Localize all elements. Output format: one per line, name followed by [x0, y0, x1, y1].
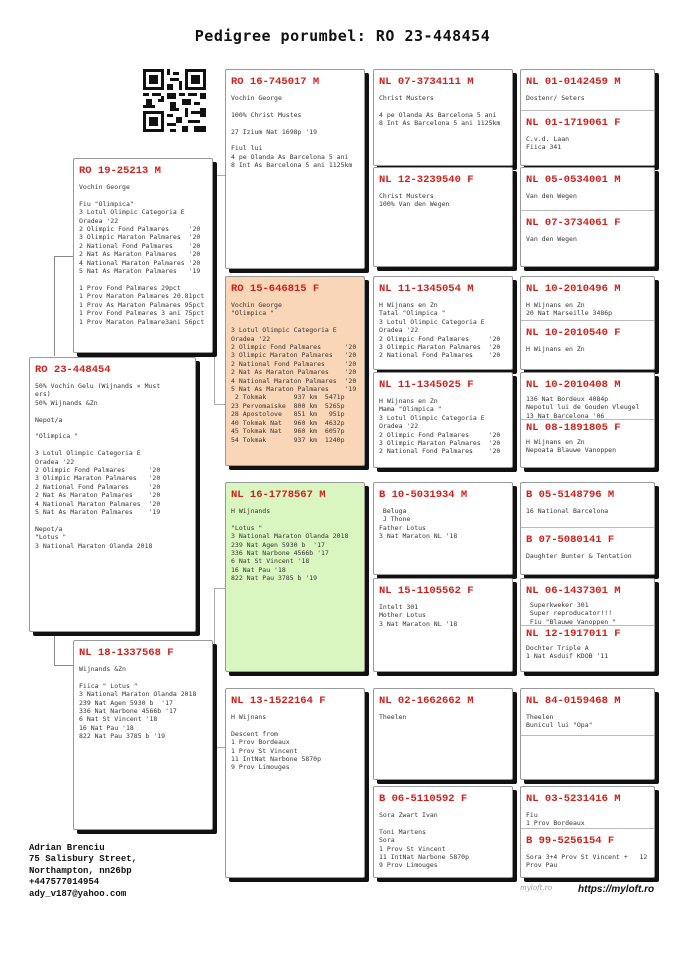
pigeon-details: 136 Nat Bordeux 4084p Nepotul lui de Gouden Vleugel 13 Nat Barcelona '06	[526, 395, 640, 420]
gen3-card[interactable]	[373, 372, 513, 468]
ring-number: B 99-5256154 F	[526, 835, 615, 847]
page-title: Pedigree porumbel: RO 23-448454	[194, 27, 491, 45]
ring-number: NL 18-1337568 F	[79, 647, 174, 659]
pigeon-details: Superkweker 301 Super reproducator!!! Fiu "Blauwe Vanoppen "	[529, 601, 617, 626]
owner-street: 75 Salisbury Street,	[29, 854, 138, 865]
pigeon-details: Beluga J Thone Father Lotus 3 Nat Maraton NL '18	[379, 507, 458, 541]
gen3-card[interactable]	[373, 167, 513, 267]
ring-number: B 05-5148796 M	[526, 489, 615, 501]
gen4-sire	[521, 373, 654, 420]
gen4-sire	[521, 787, 654, 828]
ring-number: NL 05-0534001 M	[526, 174, 621, 186]
ring-number: NL 07-3734111 M	[379, 76, 474, 88]
pigeon-details: Sora 3+4 Prov St Vincent + 12 Prov Pau	[526, 853, 648, 870]
gen4-sire	[521, 689, 654, 730]
ring-number: NL 12-1917011 F	[526, 628, 621, 640]
grandsire-maternal-card[interactable]	[225, 482, 365, 672]
ring-number: NL 10-2010540 F	[526, 327, 621, 339]
pigeon-details: Van den Wegen	[526, 235, 577, 243]
ring-number: NL 10-2010496 M	[526, 283, 621, 295]
gen4-pair-card[interactable]	[520, 167, 655, 267]
gen3-card[interactable]	[373, 482, 513, 575]
ring-number: NL 84-0159468 M	[526, 695, 621, 707]
pigeon-details: Intelt 301 Mother Lotus 3 Nat Maraton NL '18	[379, 603, 458, 628]
pigeon-details: H Wijnans en Zn Tatal "Olimpica " 3 Lotul Olimpic Categoria E Oradea '22 2 Olimpic Fond Palmares '20 3 Olimpic Maraton Palmares '20 2 National Fond Palmares '20	[379, 301, 501, 360]
ring-number: NL 10-2010408 M	[526, 379, 621, 391]
ring-number: NL 03-5231416 M	[526, 793, 621, 805]
ring-number: NL 01-1719061 F	[526, 117, 621, 129]
gen3-card[interactable]	[373, 786, 513, 878]
pigeon-details: Vochin George 100% Christ Mustes 27 Izium Nat 1698p '19 Fiul lui 4 pe Olanda As Barcelona 5 ani 8 Int As Barcelona 5 ani 1125km	[231, 94, 353, 170]
gen4-dam	[521, 211, 654, 243]
owner-email[interactable]: ady_v187@yahoo.com	[29, 888, 127, 899]
owner-contact	[29, 843, 137, 900]
gen4-dam	[521, 111, 654, 152]
gen3-card[interactable]	[373, 578, 513, 672]
pigeon-details: H Wijnans en Zn	[526, 345, 585, 353]
gen4-dam	[521, 829, 654, 870]
ring-number: RO 16-745017 M	[231, 76, 320, 88]
granddam-paternal-card[interactable]	[225, 276, 365, 466]
ring-number: NL 15-1105562 F	[379, 585, 474, 597]
owner-name: Adrian Brenciu	[29, 843, 105, 853]
divider	[521, 735, 654, 736]
ring-number: NL 06-1437301 M	[526, 585, 621, 597]
gen4-dam	[521, 528, 654, 560]
pigeon-details: Van den Wegen	[526, 192, 577, 200]
ring-number: B 07-5080141 F	[526, 534, 615, 546]
owner-city: Northampton, nn26bp	[29, 865, 132, 876]
ring-number: B 10-5031934 M	[379, 489, 468, 501]
pigeon-details: H Wijnands "Lotus " 3 National Maraton Olanda 2018 239 Nat Agen 5930 b '17 336 Nat Narbone 4566b '17 6 Nat St Vincent '18 16 Nat Pau '18 822 Nat Pau 3785 b '19	[231, 507, 349, 583]
gen4-sire	[521, 70, 654, 102]
gen4-pair-card[interactable]	[520, 688, 655, 780]
ring-number: NL 12-3239540 F	[379, 174, 474, 186]
gen4-pair-card[interactable]	[520, 786, 655, 878]
gen4-sire	[521, 168, 654, 200]
gen3-card[interactable]	[373, 69, 513, 166]
pigeon-details: Dochter Triple A 1 Nat Asduif KDOB '11	[526, 644, 609, 661]
pigeon-details: Fiu 1 Prov Bordeaux	[526, 811, 585, 828]
gen4-dam	[521, 626, 654, 661]
qr-code-icon	[143, 69, 206, 132]
owner-phone: +447577014954	[29, 877, 100, 888]
ring-number: NL 08-1891805 F	[526, 422, 621, 434]
pigeon-details: Wijnands &Zn Fiica " Lotus " 3 National Maraton Olanda 2018 239 Nat Agen 5930 b '17 336 Nat Narbone 4566b '17 6 Nat St Vincent '18 16 Nat Pau '18 822 Nat Pau 3785 b '19	[79, 665, 197, 741]
ring-number: NL 07-3734061 F	[526, 217, 621, 229]
dam-card[interactable]	[73, 640, 213, 830]
ring-number: NL 11-1345025 F	[379, 379, 474, 391]
sire-card[interactable]	[73, 158, 213, 353]
pigeon-details: Christ Musters 4 pe Olanda As Barcelona 5 ani 8 Int As Barcelona 5 ani 1125km	[379, 94, 501, 128]
gen3-card[interactable]	[373, 688, 513, 780]
gen4-dam	[521, 321, 654, 353]
ring-number: RO 15-646815 F	[231, 283, 320, 295]
gen4-pair-card[interactable]	[520, 69, 655, 166]
pigeon-details: Sora Zwart Ivan Toni Martens Sora 1 Prov St Vincent 11 IntNat Narbone 5870p 9 Prov Limouges	[379, 811, 470, 870]
granddam-maternal-card[interactable]	[225, 688, 365, 878]
pigeon-details: H Wijnans en Zn Mama "Olimpica " 3 Lotul Olimpic Categoria E Oradea '22 2 Olimpic Fond Palmares '20 3 Olimpic Maraton Palmares '20 2 National Fond Palmares '20	[379, 397, 501, 456]
pigeon-details: Daughter Bunter & Tentation	[526, 552, 632, 560]
pigeon-details: Dostenr/ Seters	[526, 94, 585, 102]
ring-number: NL 13-1522164 F	[231, 695, 326, 707]
pigeon-details: Vochin George "Olimpica " 3 Lotul Olimpic Categoria E Oradea '22 2 Olimpic Fond Palmares '20 3 Olimpic Maraton Palmares '20 2 National Fond Palmares '20 2 Nat As Maraton Palmares '20 4 National Maraton Palmares '20 5 Nat As Maraton Palmares '19 2 Tokmak 937 km 5471p 23 Pervomaiske 800 km 5265p 28 Apostolove 851 km 951p 40 Tokmak Nat 960 km 4632p 45 Tokmak Nat 960 km 6057p 54 Tokmak 937 km 1240p	[231, 301, 357, 444]
connector-line	[54, 256, 74, 356]
ring-number: NL 16-1778567 M	[231, 489, 326, 501]
grandsire-paternal-card[interactable]	[225, 69, 365, 269]
gen4-sire	[521, 277, 654, 318]
gen4-pair-card[interactable]	[520, 276, 655, 370]
pigeon-details: Theelen	[379, 713, 407, 721]
pigeon-details: Christ Musters 100% Van den Wegen	[379, 192, 450, 209]
subject-card[interactable]	[29, 357, 196, 632]
gen4-pair-card[interactable]	[520, 482, 655, 575]
pigeon-details: H Wijnans en Zn Nepoata Blauwe Vanoppen	[526, 438, 617, 455]
pigeon-details: 16 National Barcelona	[526, 507, 609, 515]
gen4-dam	[521, 420, 654, 455]
pigeon-details: C.v.d. Laan Fiica 341	[526, 135, 570, 152]
ring-number: NL 01-0142459 M	[526, 76, 621, 88]
gen4-sire	[521, 483, 654, 515]
ring-number: NL 11-1345054 M	[379, 283, 474, 295]
ring-number: NL 02-1662662 M	[379, 695, 474, 707]
gen4-sire	[521, 579, 654, 626]
ring-number: B 06-5110592 F	[379, 793, 468, 805]
website-link[interactable]: https://myloft.ro	[578, 884, 655, 895]
pigeon-details: H Wijnans en Zn 20 Nat Marseille 3486p	[526, 301, 613, 318]
gen4-pair-card[interactable]	[520, 578, 655, 672]
pigeon-details: Vochin George Fiu "Olimpica" 3 Lotul Olimpic Categoria E Oradea '22 2 Olimpic Fond Palmares '20 3 Olimpic Maraton Palmares '20 2 National Fond Palmares '20 2 Nat As Maraton Palmares '20 4 National Maraton Palmares '20 5 Nat As Maraton Palmares '19 1 Prov Fond Palmares 29pct 1 Prov Maraton Palmares 20.81pct 1 Prov As Maraton Palmares 95pct 1 Prov Fond Palmares 3 ani 75pct 1 Prov Maraton Palmare3ani 56pct	[79, 183, 205, 326]
ring-number: RO 23-448454	[35, 364, 111, 376]
gen3-card[interactable]	[373, 276, 513, 370]
ring-number: RO 19-25213 M	[79, 165, 161, 177]
pigeon-details: 50% Vochin Gelu (Wijnands × Must ers) 50% Wijnands &Zn Nepot/a "Olimpica " 3 Lotul Olimpic Categoria E Oradea '22 2 Olimpic Fond Palmares '20 3 Olimpic Maraton Palmares '20 2 National Fond Palmares '20 2 Nat As Maraton Palmares '20 4 National Maraton Palmares '20 5 Nat As Maraton Palmares '19 Nepot/a "Lotus " 3 National Maraton Olanda 2018	[35, 382, 161, 550]
myloft-logo: myloft.ro	[520, 884, 553, 892]
pigeon-details: H Wijnans Descent from 1 Prov Bordeaux 1 Prov St Vincent 11 IntNat Narbone 5870p 9 Prov Limouges	[231, 713, 322, 772]
gen4-pair-card[interactable]	[520, 372, 655, 468]
pigeon-details: Theelen Bunicul lui "Opa"	[526, 713, 593, 730]
